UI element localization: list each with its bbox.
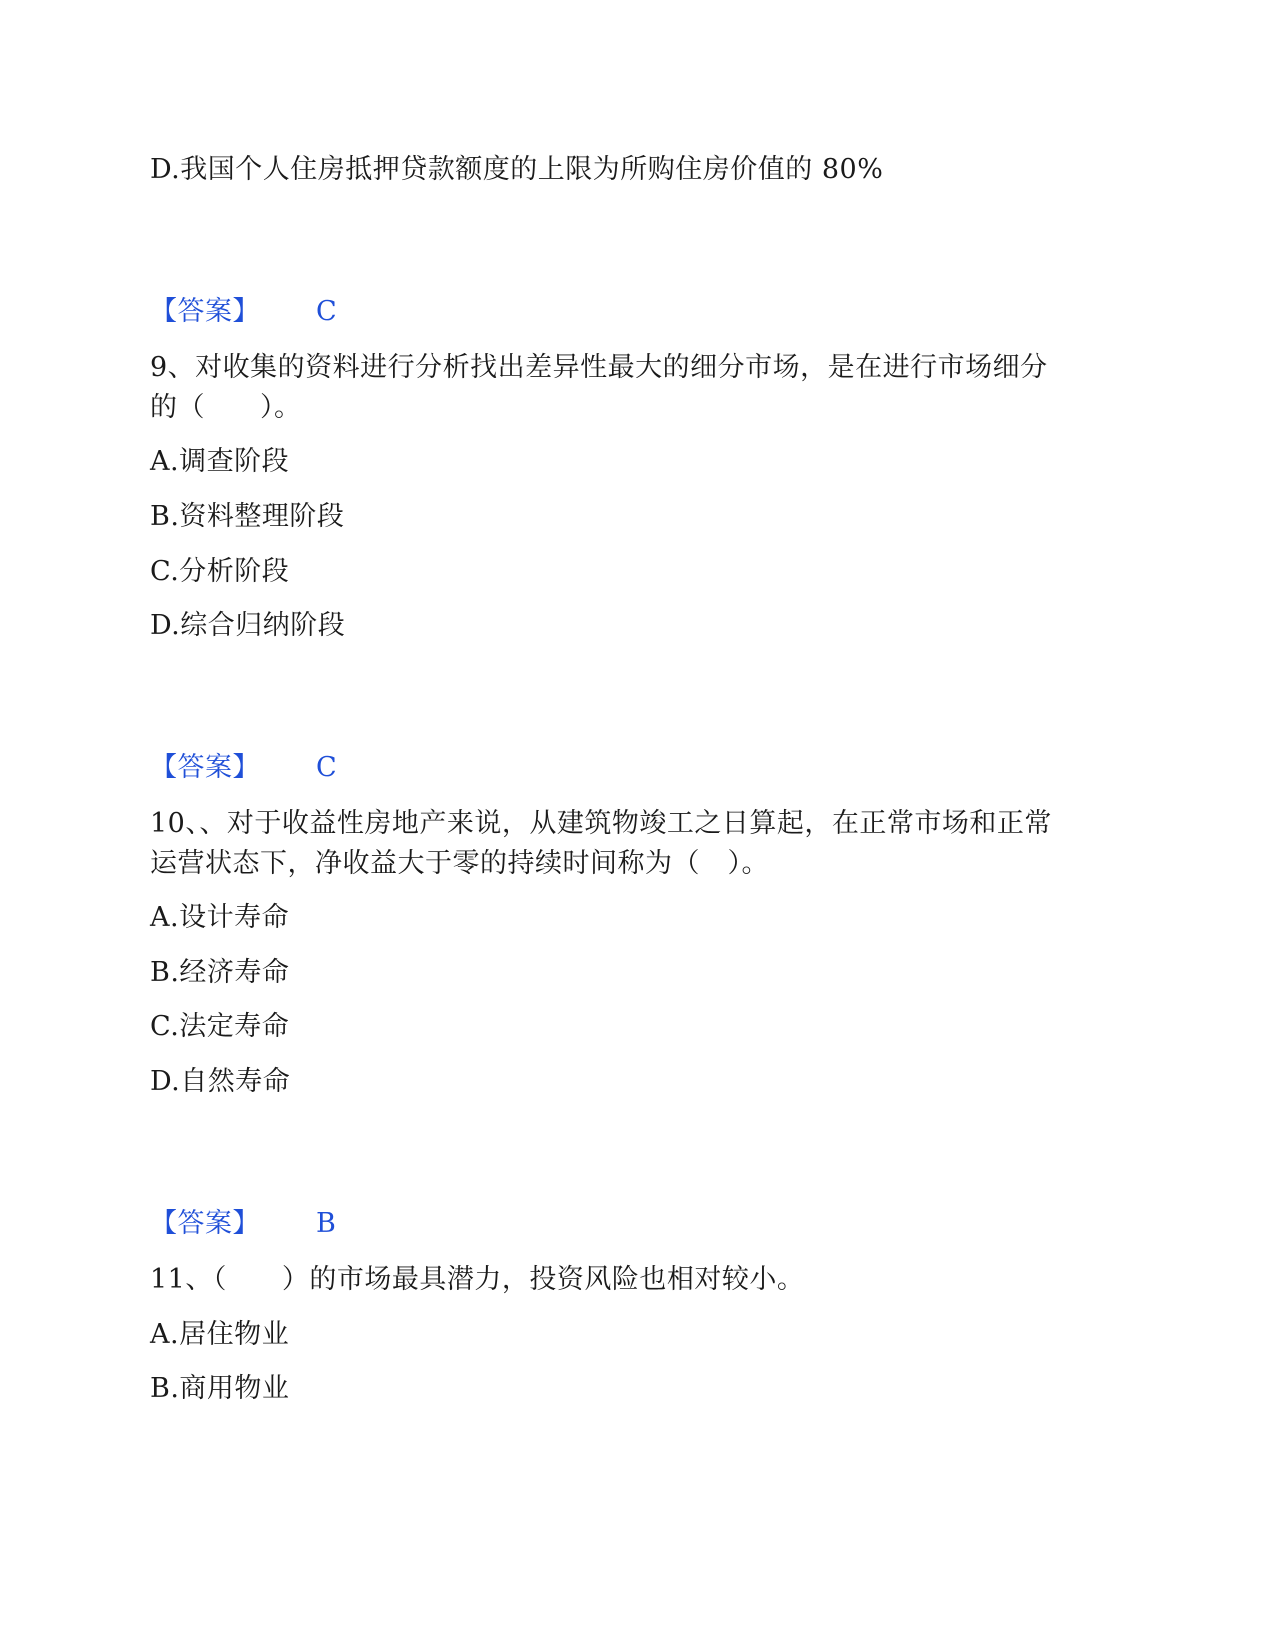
q10-answer: [150, 1204, 336, 1244]
answer-value: B: [316, 1208, 337, 1239]
q9-option-d: D.综合归纳阶段: [150, 610, 346, 641]
q10-stem-line-1: 10、、对于收益性房地产来说，从建筑物竣工之日算起，在正常市场和正常: [150, 808, 1052, 839]
q11-option-b: B.商用物业: [150, 1373, 290, 1404]
q11-option-a: A.居住物业: [150, 1319, 290, 1350]
answer-label: 【答案】: [150, 296, 260, 327]
q8-option-d: D.我国个人住房抵押贷款额度的上限为所购住房价值的 80%: [150, 154, 884, 185]
q9-option-c: C.分析阶段: [150, 556, 290, 587]
answer-label: 【答案】: [150, 1208, 260, 1239]
answer-value: C: [316, 752, 338, 783]
q9-option-b: B.资料整理阶段: [150, 501, 345, 532]
q9-option-a: A.调查阶段: [150, 446, 290, 477]
q9-stem-line-1: 9、对收集的资料进行分析找出差异性最大的细分市场，是在进行市场细分: [150, 352, 1048, 383]
answer-value: C: [316, 296, 338, 327]
q9-stem-line-2: 的（ ）。: [150, 392, 302, 423]
q10-stem-line-2: 运营状态下，净收益大于零的持续时间称为（ ）。: [150, 848, 769, 879]
q10-option-d: D.自然寿命: [150, 1066, 291, 1097]
q10-option-b: B.经济寿命: [150, 957, 290, 988]
q8-answer: [150, 292, 337, 332]
q11-stem: 11、（ ）的市场最具潜力，投资风险也相对较小。: [150, 1264, 805, 1295]
q9-answer: [150, 748, 337, 788]
answer-label: 【答案】: [150, 752, 260, 783]
q10-option-c: C.法定寿命: [150, 1011, 290, 1042]
q10-option-a: A.设计寿命: [150, 902, 290, 933]
